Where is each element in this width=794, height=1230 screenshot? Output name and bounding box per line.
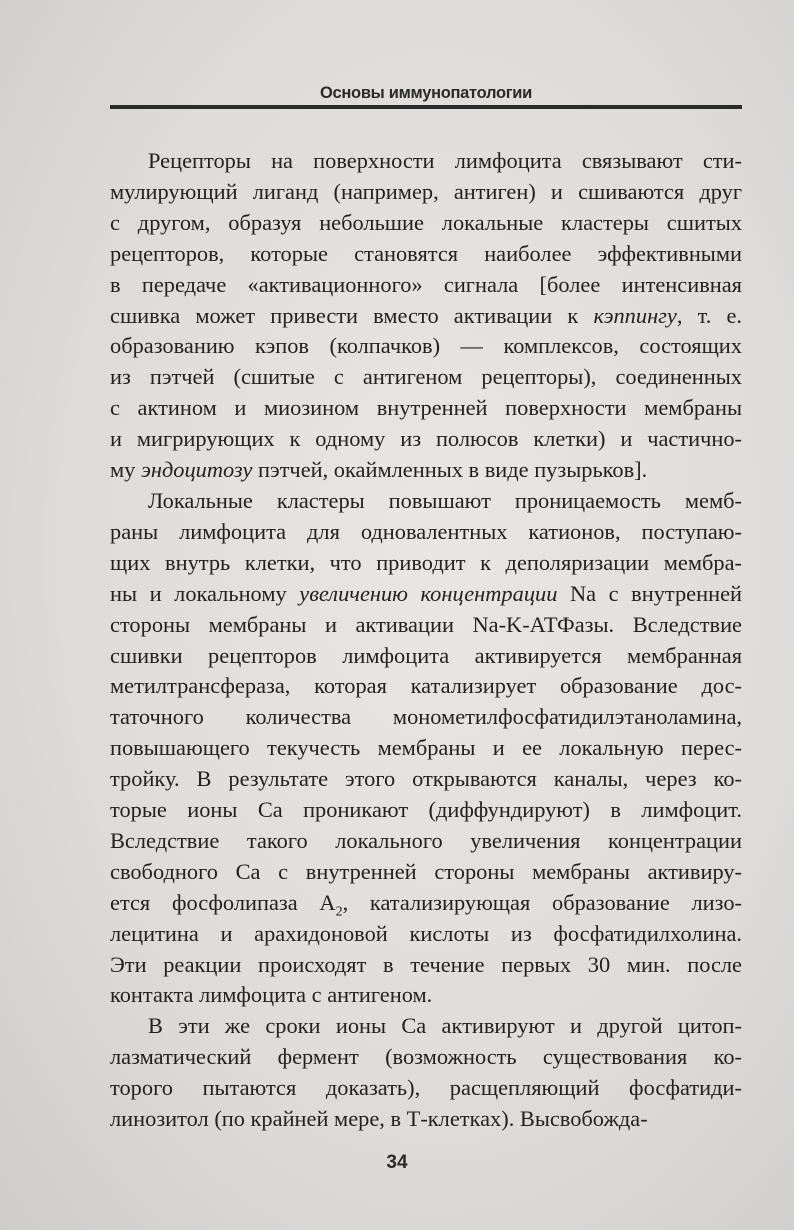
text-line: Эти реакции происходят в течение первых 30 мин. после [110, 951, 742, 977]
text-line: торого пытаются доказать), расщепляющий фосфатиди- [110, 1075, 742, 1101]
text-line: ны и локальному увеличению концентрации Na с внутренней [110, 580, 742, 606]
paragraph [110, 146, 742, 486]
italic-term: увеличению концентрации [299, 580, 558, 606]
text-line: свободного Са с внутренней стороны мембраны активиру- [110, 858, 742, 884]
text-line: повышающего текучесть мембраны и ее локальную перес- [110, 735, 742, 761]
subscript: 2 [335, 904, 343, 920]
text-line: с другом, образуя небольшие локальные кластеры сшитых [110, 209, 742, 235]
text-line: тройку. В результате этого открываются каналы, через ко- [110, 766, 742, 792]
text-line: мулирующий лиганд (например, антиген) и сшиваются друг [110, 178, 742, 204]
text-line: с актином и миозином внутренней поверхности мембраны [110, 395, 742, 421]
text-line: рецепторов, которые становятся наиболее эффективными [110, 240, 742, 266]
text-line: линозитол (по крайней мере, в Т-клетках). Высвобожда- [110, 1106, 648, 1132]
text-line: Рецепторы на поверхности лимфоцита связывают сти- [148, 148, 742, 173]
text-line: торые ионы Са проникают (диффундируют) в лимфоцит. [110, 797, 742, 823]
text-line: сшивка может привести вместо активации к кэппингу, т. е. [110, 302, 742, 328]
text-line: контакта лимфоцита с антигеном. [110, 982, 433, 1008]
text-line: и мигрирующих к одному из полюсов клетки) и частично- [110, 426, 742, 452]
running-header-title: Основы иммунопатологии [319, 84, 532, 102]
text-line: В эти же сроки ионы Са активируют и другой цитоп- [148, 1013, 742, 1039]
body-text [110, 146, 742, 1135]
text-line: сшивки рецепторов лимфоцита активируется мембранная [110, 642, 742, 668]
text-line: из пэтчей (сшитые с антигеном рецепторы), соединенных [110, 364, 742, 390]
text-line: Локальные кластеры повышают проницаемость мемб- [148, 487, 742, 513]
text-line: Вследствие такого локального увеличения концентрации [110, 827, 742, 853]
text-line: образованию кэпов (колпачков) — комплексов, состоящих [110, 333, 742, 359]
text-line: стороны мембраны и активации Na-K-АТФазы. Вследствие [110, 611, 742, 637]
italic-term: кэппингу [593, 302, 677, 328]
text-line: таточного количества монометилфосфатидилэтаноламина, [110, 704, 742, 730]
text-line: лазматический фермент (возможность существования ко- [110, 1044, 742, 1070]
header-rule [110, 105, 742, 109]
text-line: щих внутрь клетки, что приводит к деполяризации мембра- [110, 549, 742, 575]
text-line: лецитина и арахидоновой кислоты из фосфатидилхолина. [110, 920, 742, 946]
text-line: в передаче «активационного» сигнала [более интенсивная [110, 271, 742, 297]
paragraph [110, 486, 742, 1011]
text-line: раны лимфоцита для одновалентных катионов, поступаю- [110, 518, 742, 544]
text-line: метилтрансфераза, которая катализирует образование дос- [110, 673, 742, 699]
running-header [110, 84, 742, 103]
text-line: му эндоцитозу пэтчей, окаймленных в виде пузырьков]. [110, 457, 648, 483]
paragraph [110, 1011, 742, 1135]
text-line: ется фосфолипаза $А_2$, катализирующая образование лизо- [110, 889, 742, 920]
italic-term: эндоцитозу [140, 457, 253, 483]
page-number: 34 [386, 1152, 408, 1173]
